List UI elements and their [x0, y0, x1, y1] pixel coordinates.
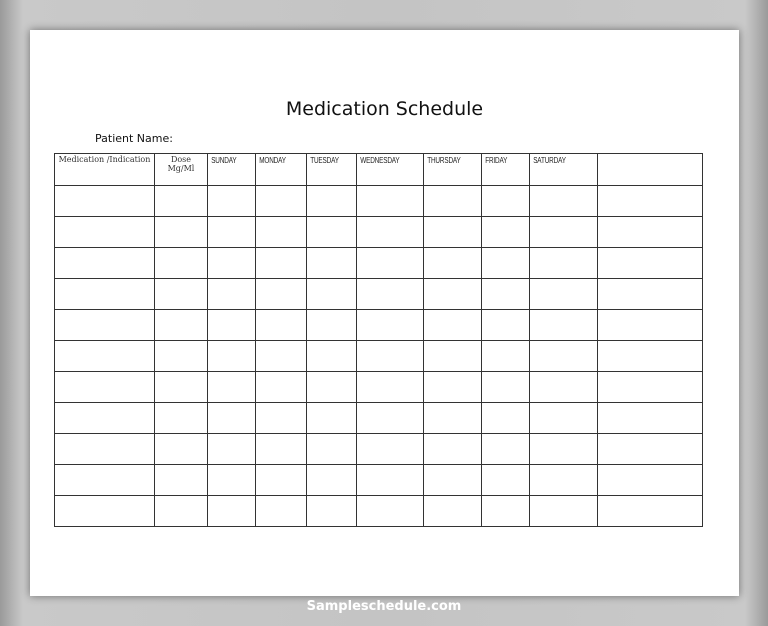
table-cell[interactable]: [598, 217, 703, 248]
header-row: [55, 154, 703, 186]
table-row: [55, 279, 703, 310]
table-cell[interactable]: [256, 279, 307, 310]
header-saturday-text: SATURDAY: [533, 156, 566, 165]
table-cell[interactable]: [598, 372, 703, 403]
page-title: Medication Schedule: [285, 98, 484, 120]
table-cell[interactable]: [530, 279, 598, 310]
table-cell[interactable]: [155, 310, 208, 341]
table-cell[interactable]: [482, 248, 530, 279]
table-cell[interactable]: [598, 465, 703, 496]
header-medication: Medication /Indication: [55, 154, 155, 186]
table-row: [55, 186, 703, 217]
table-cell[interactable]: [155, 372, 208, 403]
table-cell[interactable]: [482, 217, 530, 248]
table-cell[interactable]: [357, 403, 424, 434]
header-notes: [598, 154, 703, 186]
table-cell[interactable]: [307, 279, 357, 310]
table-cell[interactable]: [208, 403, 256, 434]
table-cell[interactable]: [530, 248, 598, 279]
table-row: [55, 341, 703, 372]
table-cell[interactable]: [357, 186, 424, 217]
table-cell[interactable]: [482, 310, 530, 341]
table-cell[interactable]: [307, 372, 357, 403]
table-cell[interactable]: [208, 372, 256, 403]
table-cell[interactable]: [256, 496, 307, 527]
table-cell[interactable]: [55, 465, 155, 496]
table-cell[interactable]: [208, 434, 256, 465]
table-cell[interactable]: [598, 248, 703, 279]
header-friday: [482, 154, 530, 186]
table-cell[interactable]: [357, 279, 424, 310]
table-cell[interactable]: [307, 217, 357, 248]
table-cell[interactable]: [530, 496, 598, 527]
table-cell[interactable]: [208, 496, 256, 527]
table-cell[interactable]: [357, 310, 424, 341]
table-cell[interactable]: [530, 341, 598, 372]
table-cell[interactable]: [598, 310, 703, 341]
table-cell[interactable]: [530, 186, 598, 217]
table-cell[interactable]: [256, 341, 307, 372]
table-cell[interactable]: [55, 186, 155, 217]
table-cell[interactable]: [307, 310, 357, 341]
table-cell[interactable]: [307, 186, 357, 217]
table-cell[interactable]: [256, 434, 307, 465]
patient-name-label: Patient Name:: [95, 132, 173, 145]
table-cell[interactable]: [424, 434, 482, 465]
table-cell[interactable]: [55, 341, 155, 372]
table-cell[interactable]: [424, 248, 482, 279]
table-cell[interactable]: [307, 465, 357, 496]
header-saturday: [530, 154, 598, 186]
table-cell[interactable]: [424, 310, 482, 341]
table-cell[interactable]: [357, 465, 424, 496]
table-cell[interactable]: [530, 403, 598, 434]
table-cell[interactable]: [55, 310, 155, 341]
table-cell[interactable]: [482, 496, 530, 527]
table-cell[interactable]: [598, 279, 703, 310]
table-cell[interactable]: [482, 341, 530, 372]
table-cell[interactable]: [256, 372, 307, 403]
table-cell[interactable]: [530, 310, 598, 341]
table-cell[interactable]: [208, 279, 256, 310]
header-dose-text: Dose Mg/Ml: [167, 155, 195, 173]
table-cell[interactable]: [208, 465, 256, 496]
table-cell[interactable]: [357, 372, 424, 403]
table-cell[interactable]: [55, 496, 155, 527]
table-cell[interactable]: [55, 248, 155, 279]
table-cell[interactable]: [482, 372, 530, 403]
table-cell[interactable]: [530, 434, 598, 465]
header-tuesday: [307, 154, 357, 186]
table-cell[interactable]: [55, 279, 155, 310]
table-cell[interactable]: [482, 186, 530, 217]
header-dose: [155, 154, 208, 186]
schedule-page: [30, 30, 739, 596]
header-thursday: [424, 154, 482, 186]
table-row: [55, 496, 703, 527]
table-cell[interactable]: [424, 496, 482, 527]
table-cell[interactable]: [307, 341, 357, 372]
table-cell[interactable]: [256, 248, 307, 279]
table-cell[interactable]: [530, 372, 598, 403]
table-cell[interactable]: [55, 372, 155, 403]
header-sunday: [208, 154, 256, 186]
table-row: [55, 403, 703, 434]
table-cell[interactable]: [256, 403, 307, 434]
table-cell[interactable]: [598, 434, 703, 465]
table-cell[interactable]: [155, 434, 208, 465]
table-cell[interactable]: [598, 186, 703, 217]
table-cell[interactable]: [256, 217, 307, 248]
table-cell[interactable]: [155, 403, 208, 434]
table-cell[interactable]: [598, 403, 703, 434]
table-cell[interactable]: [155, 279, 208, 310]
table-cell[interactable]: [598, 341, 703, 372]
header-wednesday-text: WEDNESDAY: [360, 156, 400, 165]
table-cell[interactable]: [424, 403, 482, 434]
header-tuesday-text: TUESDAY: [310, 156, 339, 165]
table-cell[interactable]: [155, 496, 208, 527]
table-cell[interactable]: [155, 341, 208, 372]
table-cell[interactable]: [307, 403, 357, 434]
header-wednesday: [357, 154, 424, 186]
table-cell[interactable]: [256, 186, 307, 217]
table-cell[interactable]: [256, 465, 307, 496]
header-monday-text: MONDAY: [259, 156, 286, 165]
table-cell[interactable]: [357, 248, 424, 279]
table-cell[interactable]: [424, 465, 482, 496]
table-cell[interactable]: [482, 403, 530, 434]
table-cell[interactable]: [530, 465, 598, 496]
table-cell[interactable]: [530, 217, 598, 248]
table-cell[interactable]: [208, 217, 256, 248]
table-cell[interactable]: [307, 248, 357, 279]
table-cell[interactable]: [155, 217, 208, 248]
table-cell[interactable]: [424, 217, 482, 248]
table-row: [55, 434, 703, 465]
table-cell[interactable]: [155, 248, 208, 279]
table-cell[interactable]: [424, 341, 482, 372]
table-cell[interactable]: [482, 279, 530, 310]
watermark: Sampleschedule.com: [306, 599, 462, 614]
table-cell[interactable]: [208, 186, 256, 217]
table-cell[interactable]: [482, 434, 530, 465]
table-cell[interactable]: [55, 403, 155, 434]
header-thursday-text: THURSDAY: [427, 156, 461, 165]
table-cell[interactable]: [357, 496, 424, 527]
header-monday: [256, 154, 307, 186]
header-friday-text: FRIDAY: [485, 156, 508, 165]
table-cell[interactable]: [307, 496, 357, 527]
table-cell[interactable]: [55, 434, 155, 465]
table-row: [55, 248, 703, 279]
table-cell[interactable]: [307, 434, 357, 465]
table-cell[interactable]: [482, 465, 530, 496]
table-cell[interactable]: [208, 310, 256, 341]
table-row: [55, 465, 703, 496]
table-cell[interactable]: [357, 434, 424, 465]
table-cell[interactable]: [424, 279, 482, 310]
header-sunday-text: SUNDAY: [211, 156, 237, 165]
table-row: [55, 310, 703, 341]
table-cell[interactable]: [256, 310, 307, 341]
table-row: [55, 372, 703, 403]
table-cell[interactable]: [155, 186, 208, 217]
table-cell[interactable]: [208, 248, 256, 279]
table-cell[interactable]: [208, 341, 256, 372]
table-cell[interactable]: [424, 186, 482, 217]
table-cell[interactable]: [598, 496, 703, 527]
table-cell[interactable]: [357, 341, 424, 372]
table-cell[interactable]: [55, 217, 155, 248]
table-cell[interactable]: [155, 465, 208, 496]
table-row: [55, 217, 703, 248]
medication-table: [54, 153, 703, 527]
table-cell[interactable]: [424, 372, 482, 403]
table-cell[interactable]: [357, 217, 424, 248]
